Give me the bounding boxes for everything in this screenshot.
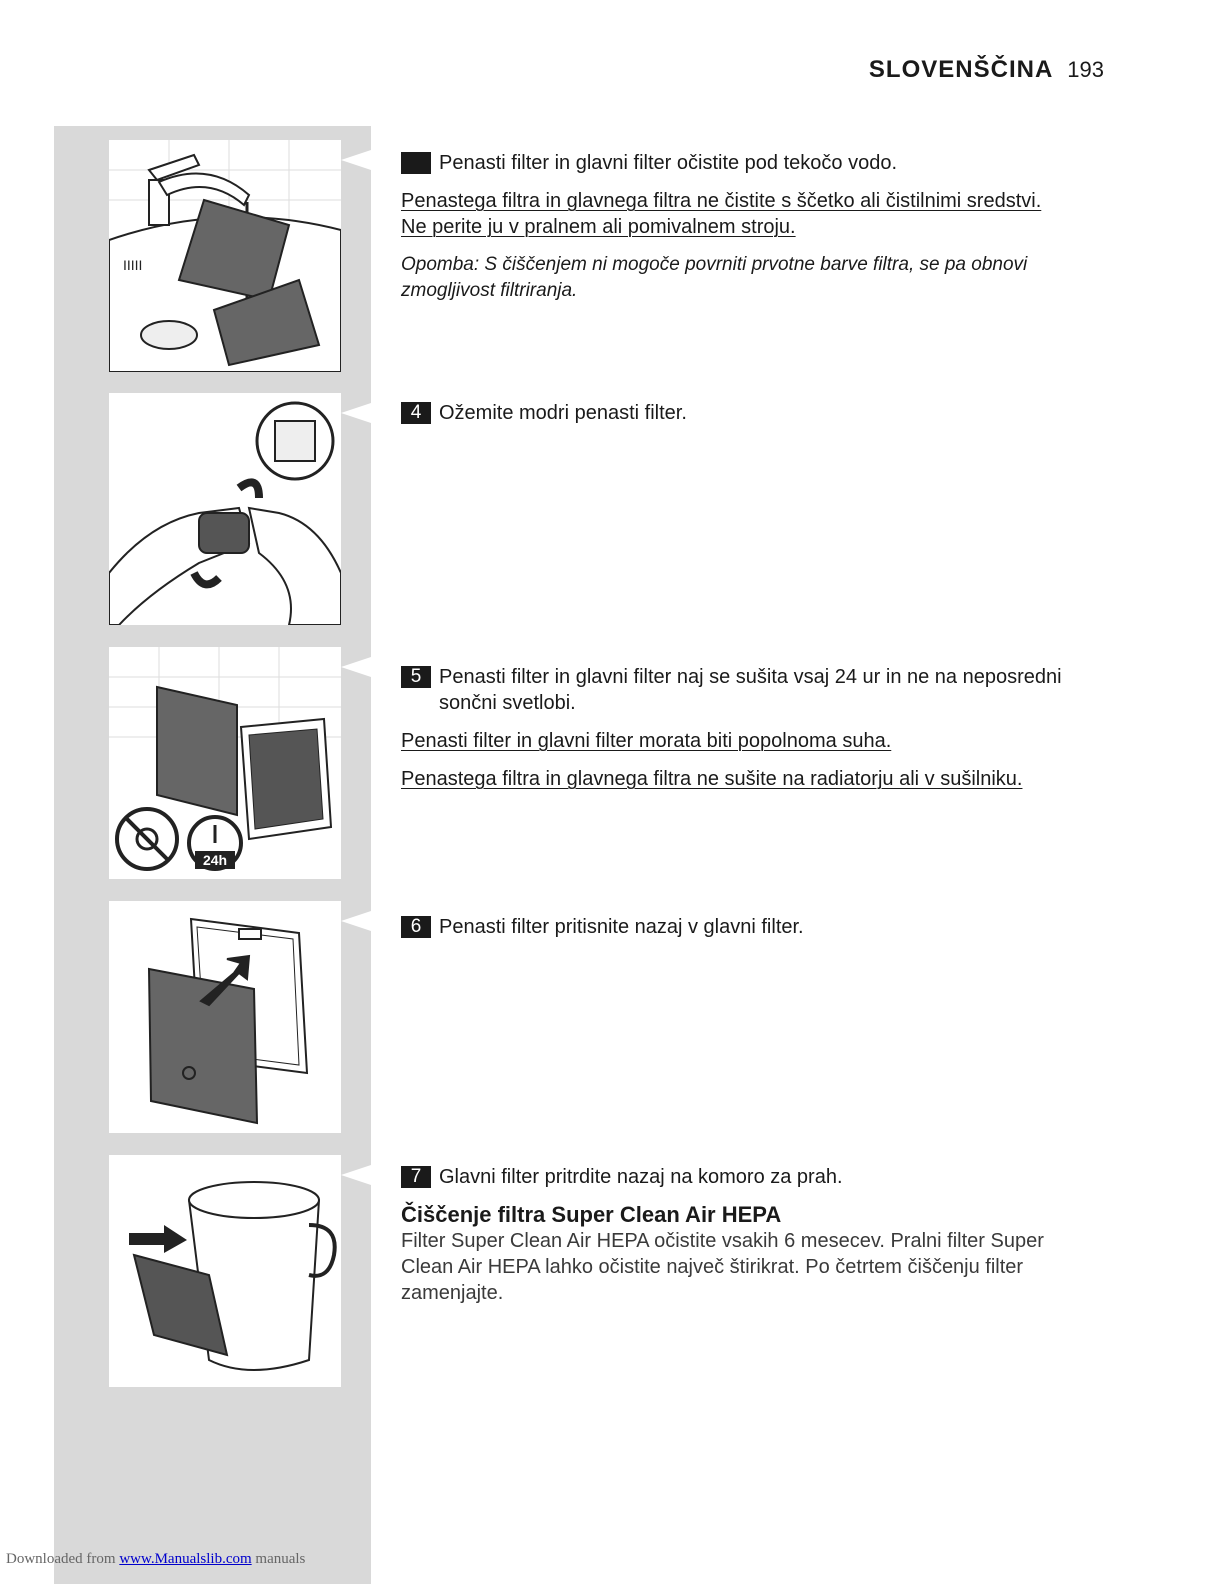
step-7-block	[401, 1164, 1101, 1306]
page-number: 193	[1067, 57, 1104, 82]
warning-text: Penasti filter in glavni filter morata biti popolnoma suha.	[401, 730, 892, 752]
instruction-step	[401, 400, 1101, 426]
svg-text:IIIII: IIIII	[123, 257, 143, 273]
instruction-step	[401, 914, 1101, 940]
warning-text: Penastega filtra in glavnega filtra ne sušite na radiatorju ali v sušilniku.	[401, 768, 1023, 790]
section-paragraph: Filter Super Clean Air HEPA očistite vsakih 6 mesecev. Pralni filter Super Clean Air HEPA lahko očistite največ štirikrat. Po četrtem čiščenju filter zamenjajte.	[401, 1230, 1044, 1304]
step-4-block	[401, 400, 1101, 426]
instruction-step	[401, 1164, 1101, 1190]
illustration-rinse-filters	[109, 140, 341, 372]
step-5-block	[401, 664, 1101, 792]
step-3-block	[401, 150, 1101, 304]
illustration-dry-filters	[109, 647, 341, 879]
illustration-insert-foam	[109, 901, 341, 1133]
note-text: Opomba: S čiščenjem ni mogoče povrniti prvotne barve filtra, se pa obnovi zmogljivost filtriranja.	[401, 254, 1028, 301]
manualslib-link[interactable]: www.Manualslib.com	[119, 1551, 252, 1567]
instruction-step	[401, 150, 1101, 176]
step-text: Penasti filter in glavni filter očistite pod tekočo vodo.	[439, 152, 898, 174]
page-header	[869, 56, 1104, 84]
illustration-pointer	[341, 1165, 371, 1185]
footer-prefix: Downloaded from	[6, 1551, 116, 1567]
illustration-squeeze-foam	[109, 393, 341, 625]
illustration-attach-filter	[109, 1155, 341, 1387]
illustration-pointer	[341, 403, 371, 423]
download-footer	[6, 1551, 305, 1568]
footer-suffix: manuals	[255, 1551, 306, 1567]
section-heading: Čiščenje filtra Super Clean Air HEPA	[401, 1202, 782, 1227]
illustration-pointer	[341, 911, 371, 931]
step-number: 4	[401, 402, 431, 424]
warning-text: Penastega filtra in glavnega filtra ne čistite s ščetko ali čistilnimi sredstvi. Ne perite ju v pralnem ali pomivalnem stroju.	[401, 190, 1042, 238]
language-title: SLOVENŠČINA	[868, 56, 1054, 83]
step-number: 6	[401, 916, 431, 938]
24h-badge: 24h	[202, 852, 228, 868]
step-6-block	[401, 914, 1101, 940]
illustration-pointer	[341, 657, 371, 677]
step-text: Ožemite modri penasti filter.	[439, 402, 687, 424]
step-number: 7	[401, 1166, 431, 1188]
step-text: Glavni filter pritrdite nazaj na komoro za prah.	[439, 1166, 843, 1188]
step-text: Penasti filter in glavni filter naj se sušita vsaj 24 ur in ne na neposredni sončni svetlobi.	[439, 666, 1062, 714]
step-number: 5	[401, 666, 431, 688]
step-number	[401, 152, 431, 174]
step-text: Penasti filter pritisnite nazaj v glavni filter.	[439, 916, 804, 938]
illustration-pointer	[341, 150, 371, 170]
instruction-step	[401, 664, 1101, 716]
